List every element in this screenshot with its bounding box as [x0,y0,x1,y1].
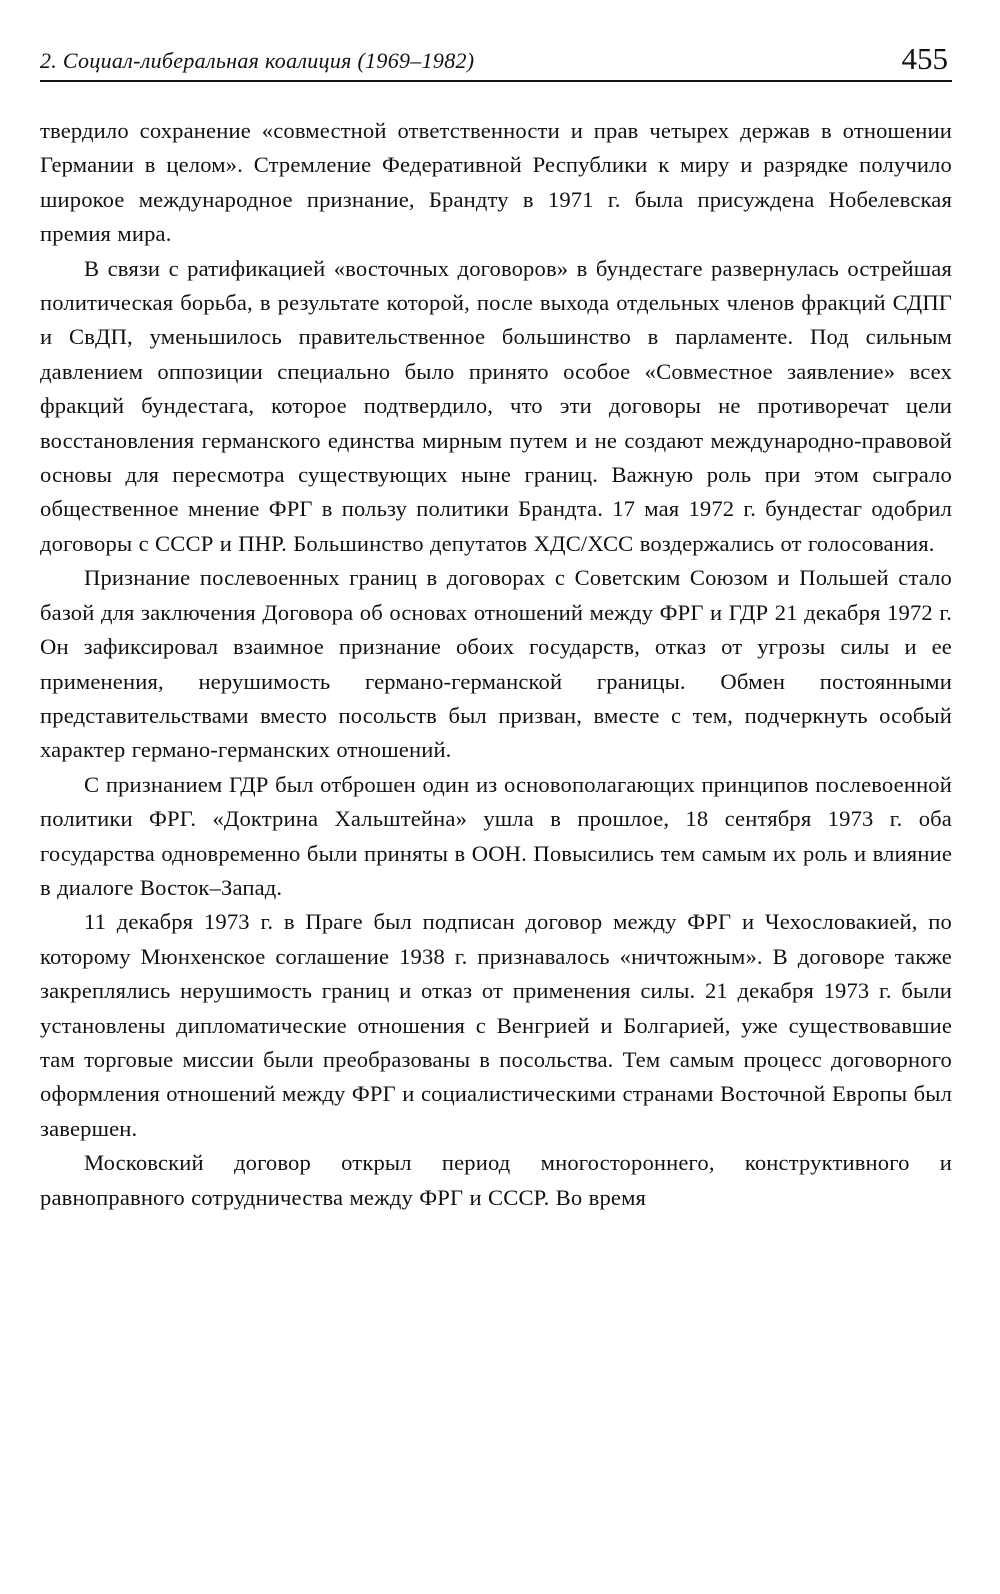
running-header [40,36,952,82]
book-page [40,36,952,1215]
paragraph: В связи с ратификацией «восточных договоров» в бундестаге развернулась острейшая политическая борьба, в результате которой, после выхода отдельных членов фракций СДПГ и СвДП, уменьшилось правительственное большинство в парламенте. Под сильным давлением оппозиции специально было принято особое «Совместное заявление» всех фракций бундестага, которое подтвердило, что эти договоры не противоречат цели восстановления германского единства мирным путем и не создают международно-правовой основы для пересмотра существующих ныне границ. Важную роль при этом сыграло общественное мнение ФРГ в пользу политики Брандта. 17 мая 1972 г. бундестаг одобрил договоры с СССР и ПНР. Большинство депутатов ХДС/ХСС воздержались от голосования. [40,255,952,556]
chapter-title: 2. Социал-либеральная коалиция (1969–1982) [40,48,475,73]
paragraph: С признанием ГДР был отброшен один из основополагающих принципов послевоенной политики ФРГ. «Доктрина Хальштейна» ушла в прошлое, 18 сентября 1973 г. оба государства одновременно были приняты в ООН. Повысились тем самым их роль и влияние в диалоге Восток–Запад. [40,771,952,900]
body-text [40,114,952,1215]
page-number: 455 [901,41,948,76]
paragraph: Признание послевоенных границ в договорах с Советским Союзом и Польшей стало базой для заключения Договора об основах отношений между ФРГ и ГДР 21 декабря 1972 г. Он зафиксировал взаимное признание обоих государств, отказ от угрозы силы и ее применения, нерушимость германо-германской границы. Обмен постоянными представительствами вместо посольств был призван, вместе с тем, подчеркнуть особый характер германо-германских отношений. [40,565,952,763]
paragraph: 11 декабря 1973 г. в Праге был подписан договор между ФРГ и Чехословакией, по которому Мюнхенское соглашение 1938 г. признавалось «ничтожным». В договоре также закреплялись нерушимость границ и отказ от применения силы. 21 декабря 1973 г. были установлены дипломатические отношения с Венгрией и Болгарией, уже существовавшие там торговые миссии были преобразованы в посольства. Тем самым процесс договорного оформления отношений между ФРГ и социалистическими странами Восточной Европы был завершен. [40,909,952,1141]
paragraph: Московский договор открыл период многостороннего, конструктивного и равноправного сотрудничества между ФРГ и СССР. Во время [40,1150,952,1210]
paragraph: твердило сохранение «совместной ответственности и прав четырех держав в отношении Германии в целом». Стремление Федеративной Республики к миру и разрядке получило широкое международное признание, Брандту в 1971 г. была присуждена Нобелевская премия мира. [40,118,952,247]
